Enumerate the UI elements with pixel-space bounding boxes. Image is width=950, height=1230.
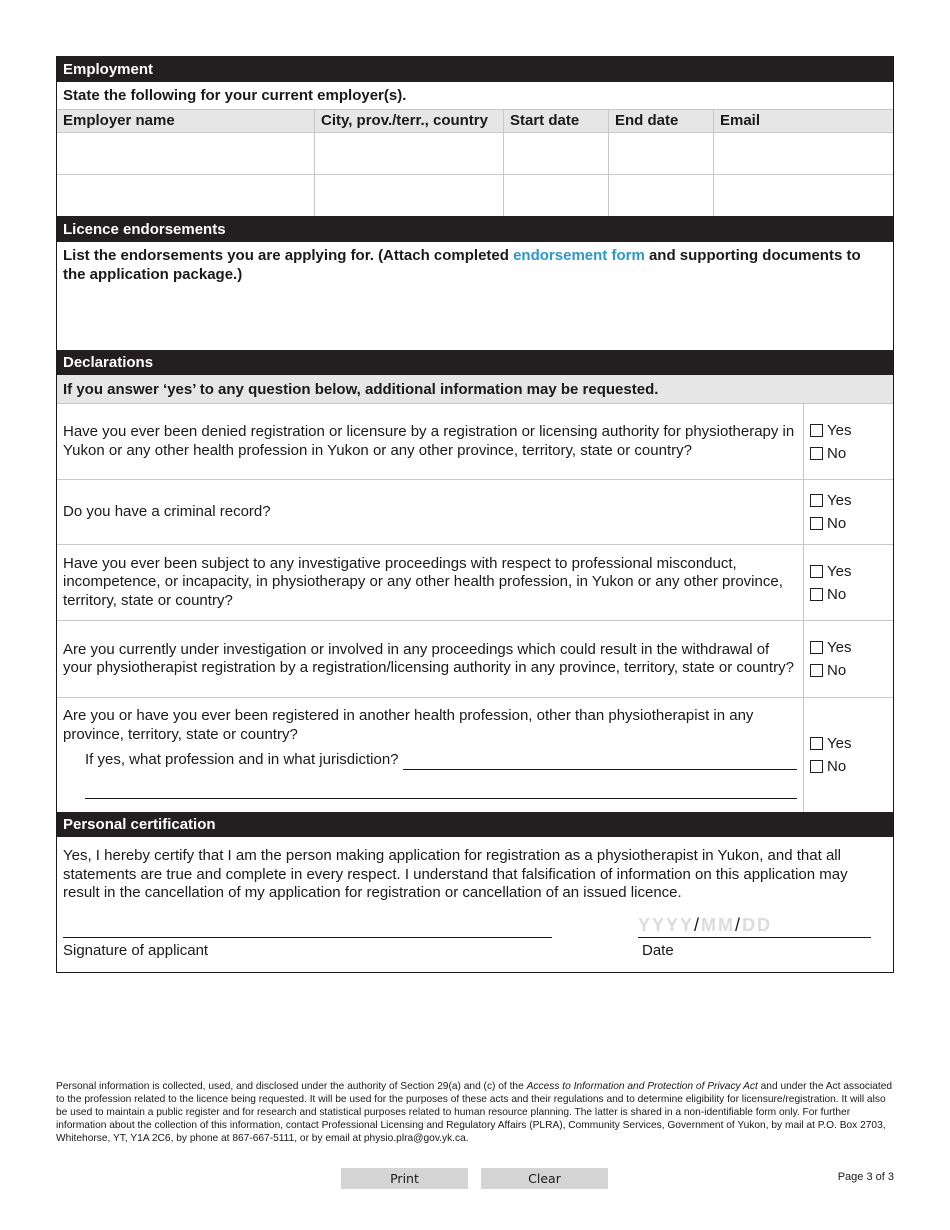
declarations-note: If you answer ‘yes’ to any question below, additional information may be requested. <box>57 375 893 404</box>
column-header-email: Email <box>714 110 893 133</box>
application-form <box>56 56 894 973</box>
declaration-row <box>57 698 893 812</box>
checkbox-icon[interactable] <box>810 641 823 654</box>
column-header-end-date: End date <box>609 110 714 133</box>
declaration-question: Do you have a criminal record? <box>57 480 804 544</box>
signature-field[interactable] <box>63 937 552 938</box>
employment-table <box>57 110 893 216</box>
yes-checkbox[interactable]: Yes <box>810 560 893 583</box>
followup-question: If yes, what profession and in what jurisdiction? <box>85 751 399 768</box>
yes-checkbox[interactable]: Yes <box>810 419 893 442</box>
date-label: Date <box>642 942 674 959</box>
employer-name-field[interactable] <box>57 133 315 175</box>
employer-name-field[interactable] <box>57 175 315 216</box>
declaration-row <box>57 545 893 621</box>
declaration-question: Are you or have you ever been registered in another health profession, other than physiotherapist in any province, territory, state or country? <box>63 707 754 743</box>
print-button[interactable]: Print <box>341 1168 468 1189</box>
checkbox-icon[interactable] <box>810 588 823 601</box>
yes-checkbox[interactable]: Yes <box>810 732 893 755</box>
end-date-field[interactable] <box>609 175 714 216</box>
declaration-question-block <box>57 698 804 812</box>
checkbox-icon[interactable] <box>810 737 823 750</box>
email-field[interactable] <box>714 175 893 216</box>
declaration-row <box>57 404 893 480</box>
followup-row <box>85 751 797 770</box>
followup-answer-line-2[interactable] <box>85 798 797 799</box>
date-month-placeholder: MM <box>701 915 736 935</box>
endorsement-form-link[interactable]: endorsement form <box>513 247 645 264</box>
date-separator: / <box>694 915 702 935</box>
no-checkbox[interactable]: No <box>810 442 893 465</box>
act-title: Access to Information and Protection of Privacy Act <box>526 1081 758 1092</box>
checkbox-icon[interactable] <box>810 424 823 437</box>
no-checkbox[interactable]: No <box>810 755 893 778</box>
checkbox-icon[interactable] <box>810 664 823 677</box>
declarations-heading: Declarations <box>57 350 893 375</box>
signature-label: Signature of applicant <box>63 942 209 959</box>
declaration-row <box>57 621 893 698</box>
checkbox-icon[interactable] <box>810 760 823 773</box>
column-header-employer-name: Employer name <box>57 110 315 133</box>
page-number: Page 3 of 3 <box>837 1171 894 1183</box>
checkbox-icon[interactable] <box>810 565 823 578</box>
checkbox-icon[interactable] <box>810 494 823 507</box>
no-checkbox[interactable]: No <box>810 583 893 606</box>
end-date-field[interactable] <box>609 133 714 175</box>
followup-answer-line[interactable] <box>403 756 798 770</box>
endorsements-field[interactable] <box>57 242 893 350</box>
endorsements-heading: Licence endorsements <box>57 216 893 242</box>
declaration-question: Are you currently under investigation or involved in any proceedings which could result in the withdrawal of your physiotherapist registration by a registration/licensing authority in any province, territory, state or country? <box>57 621 804 697</box>
date-separator: / <box>735 915 743 935</box>
certification-statement: Yes, I hereby certify that I am the person making application for registration as a physiotherapist in Yukon, and that all statements are true and complete in every respect. I understand that falsification of information on this application may result in the cancellation of my application for registration or cancellation of an issued licence. <box>63 847 848 901</box>
email-field[interactable] <box>714 133 893 175</box>
declaration-row <box>57 480 893 545</box>
no-checkbox[interactable]: No <box>810 659 893 682</box>
date-field[interactable] <box>638 916 871 938</box>
endorsements-instruction: List the endorsements you are applying for. (Attach completed <box>63 247 514 264</box>
no-checkbox[interactable]: No <box>810 512 893 535</box>
employment-heading: Employment <box>57 56 893 82</box>
certification-heading: Personal certification <box>57 812 893 837</box>
column-header-start-date: Start date <box>504 110 609 133</box>
date-year-placeholder: YYYY <box>638 915 695 935</box>
declaration-question: Have you ever been denied registration or licensure by a registration or licensing authority for physiotherapy in Yukon or any other health profession in Yukon or any other province, territory, state or country? <box>57 404 804 479</box>
declaration-question: Have you ever been subject to any investigative proceedings with respect to professional misconduct, incompetence, or incapacity, in physiotherapy or any other health profession, in Yukon or any other province, territory, state or country? <box>57 545 804 620</box>
endorsements-instruction-end: and supporting documents to the application package.) <box>63 247 861 283</box>
clear-button[interactable]: Clear <box>481 1168 608 1189</box>
date-day-placeholder: DD <box>742 915 773 935</box>
start-date-field[interactable] <box>504 133 609 175</box>
checkbox-icon[interactable] <box>810 517 823 530</box>
checkbox-icon[interactable] <box>810 447 823 460</box>
location-field[interactable] <box>315 133 504 175</box>
employment-instruction: State the following for your current employer(s). <box>57 82 893 110</box>
start-date-field[interactable] <box>504 175 609 216</box>
column-header-location: City, prov./terr., country <box>315 110 504 133</box>
privacy-notice: Personal information is collected, used, and disclosed under the authority of Section 29(a) and (c) of the Access to Information and Protection of Privacy Act and under the Act associated to the profession related to the licence being requested. It will be used for the purposes of these acts and their regulations and to determine eligibility for licensure/registration. It will also be used to maintain a public register and for research and statistical purposes related to human resource planning. The latter is shared in a non-identifiable form only. For further information about the collection of this information, contact Professional Licensing and Regulatory Affairs (PLRA), Community Services, Government of Yukon, by mail at P.O. Box 2703, Whitehorse, YT, Y1A 2C6, by phone at 867-667-5111, or by email at physio.plra@gov.yk.ca. <box>56 1081 893 1144</box>
certification-block <box>57 837 893 972</box>
yes-checkbox[interactable]: Yes <box>810 489 893 512</box>
yes-checkbox[interactable]: Yes <box>810 636 893 659</box>
location-field[interactable] <box>315 175 504 216</box>
